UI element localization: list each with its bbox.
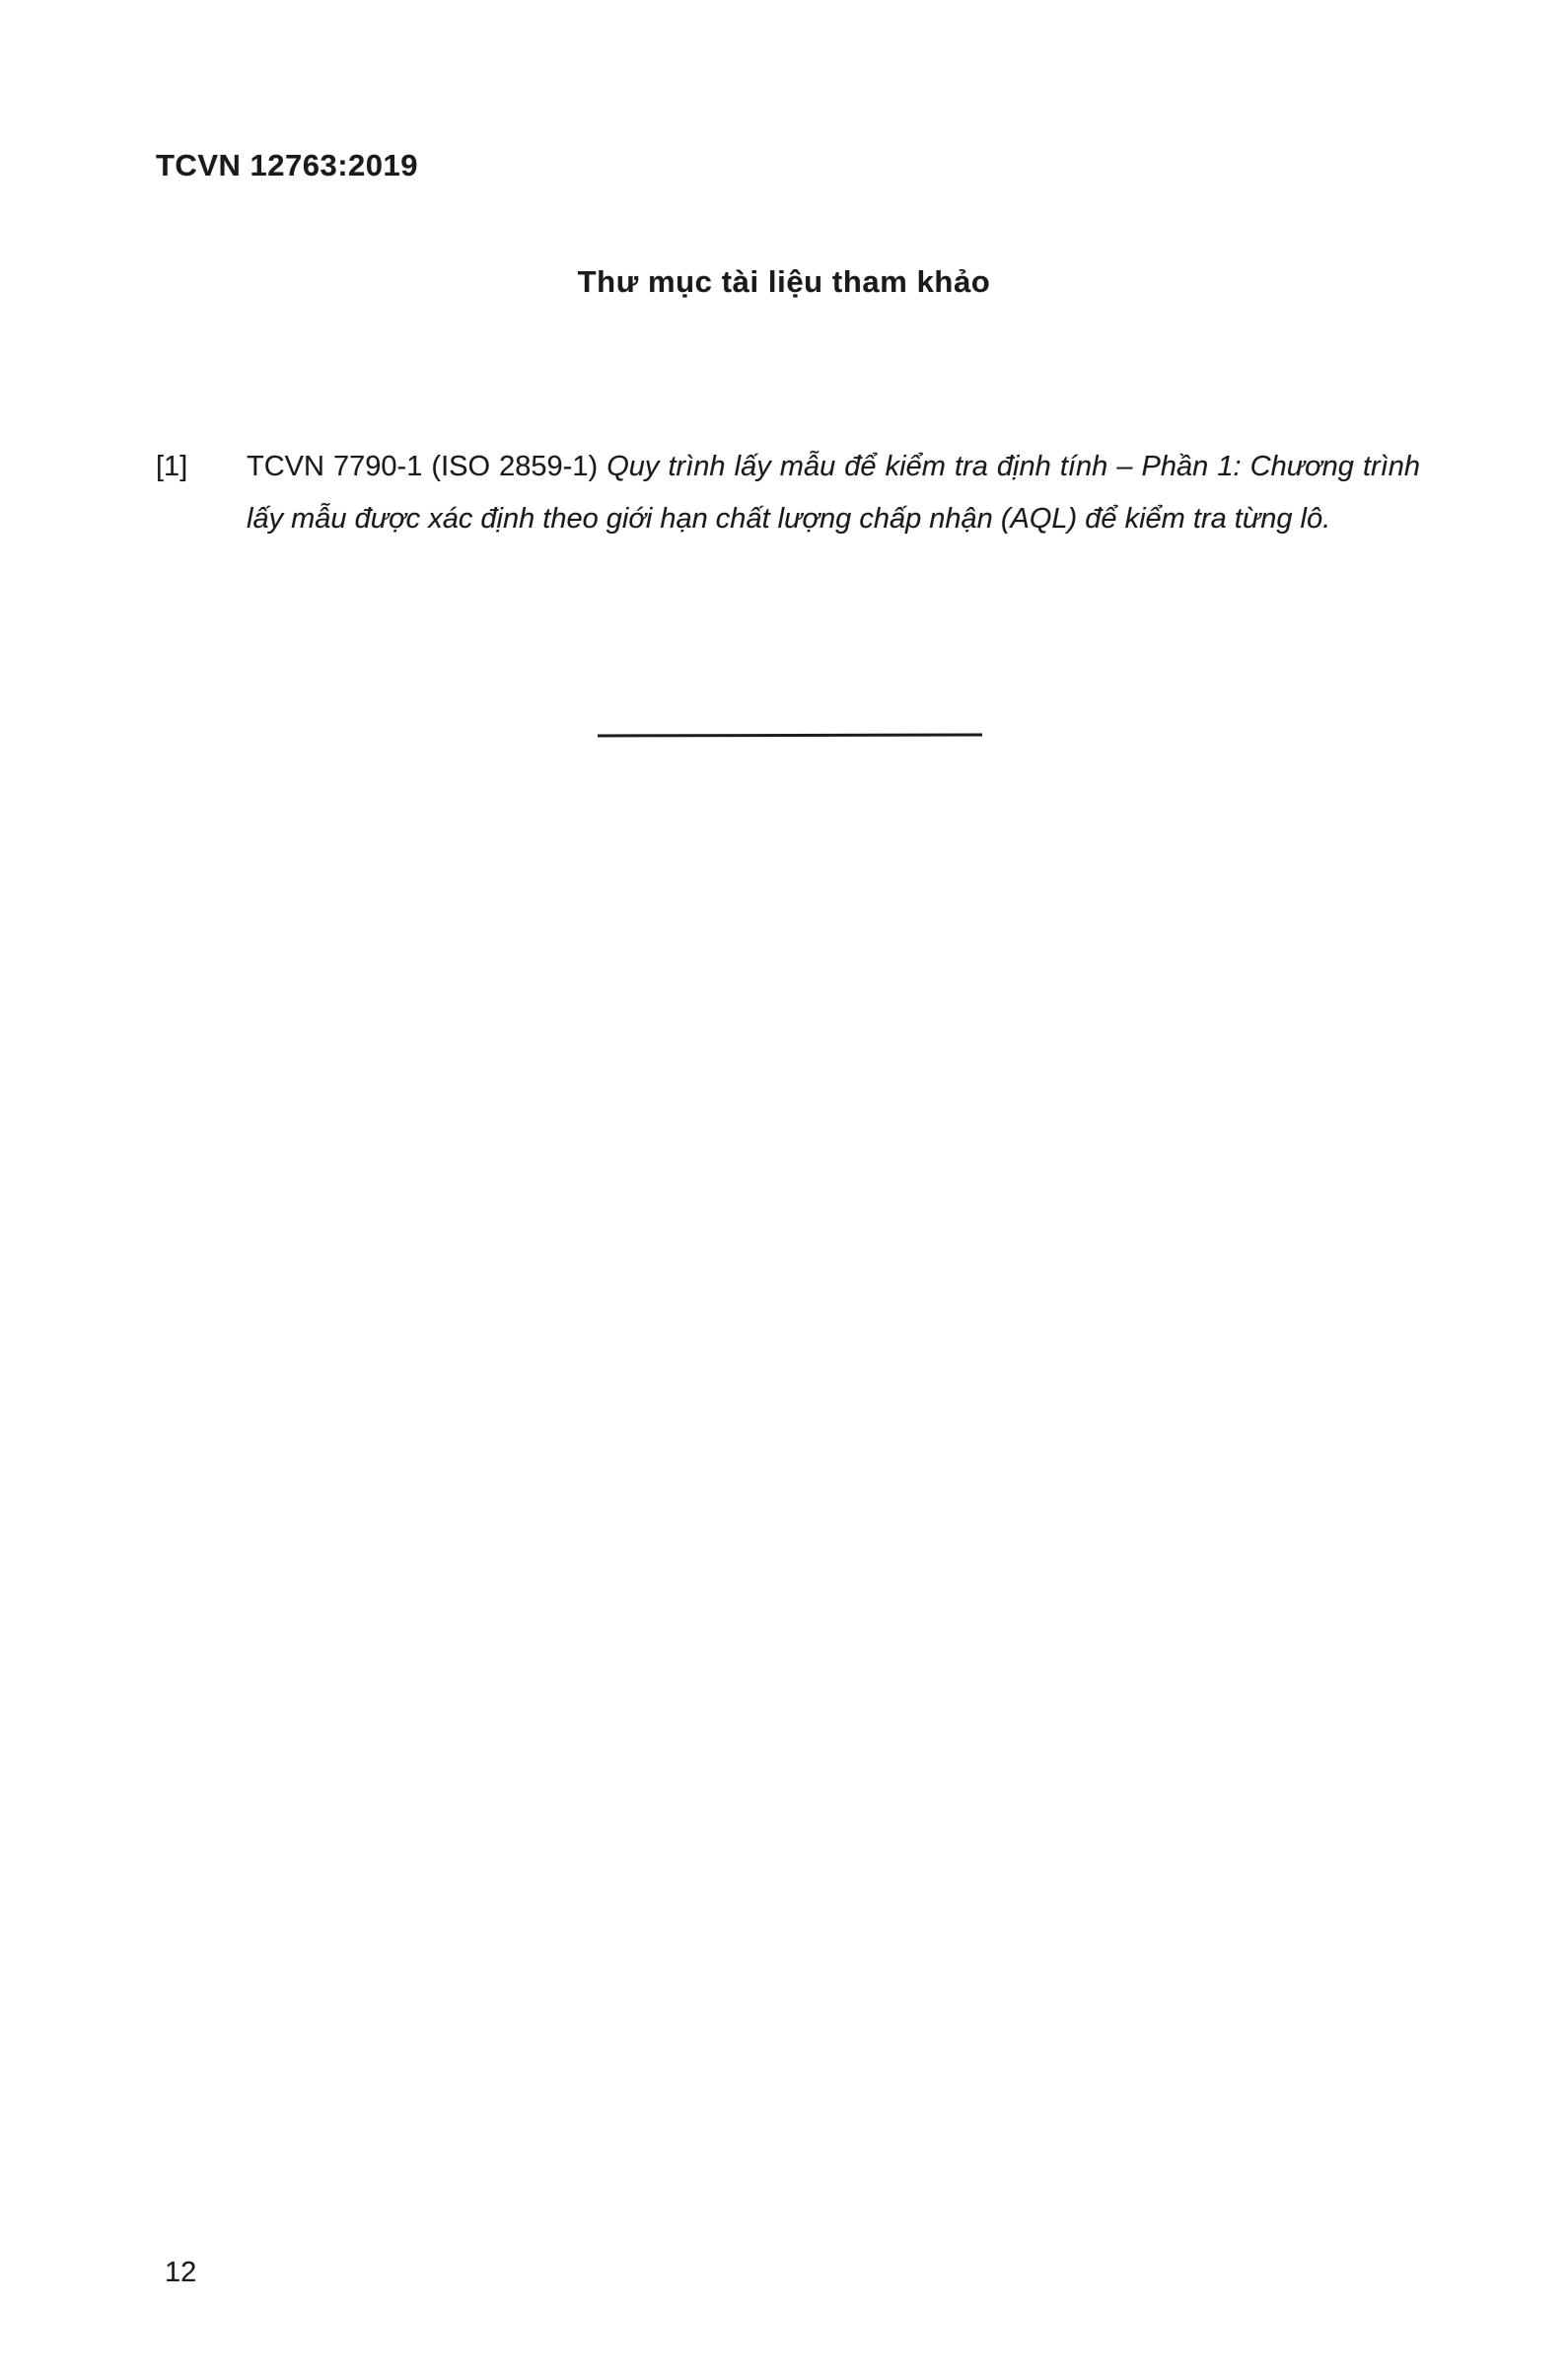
reference-marker: [1] [156,451,188,482]
reference-line-1 [247,441,1420,493]
reference-title-line-1: Quy trình lấy mẫu để kiểm tra định tính – Phần 1: Chương trình [606,451,1421,482]
page-number: 12 [165,2257,197,2288]
reference-citation: TCVN 7790-1 (ISO 2859-1) [247,451,599,482]
section-title: Thư mục tài liệu tham khảo [577,264,991,299]
reference-text [247,441,1420,545]
standard-code-header: TCVN 12763:2019 [156,148,418,182]
reference-entry [156,441,1420,545]
reference-title-line-2: lấy mẫu được xác định theo giới hạn chất lượng chấp nhận (AQL) để kiểm tra từng lô. [247,503,1331,535]
end-of-document-rule [598,733,982,737]
